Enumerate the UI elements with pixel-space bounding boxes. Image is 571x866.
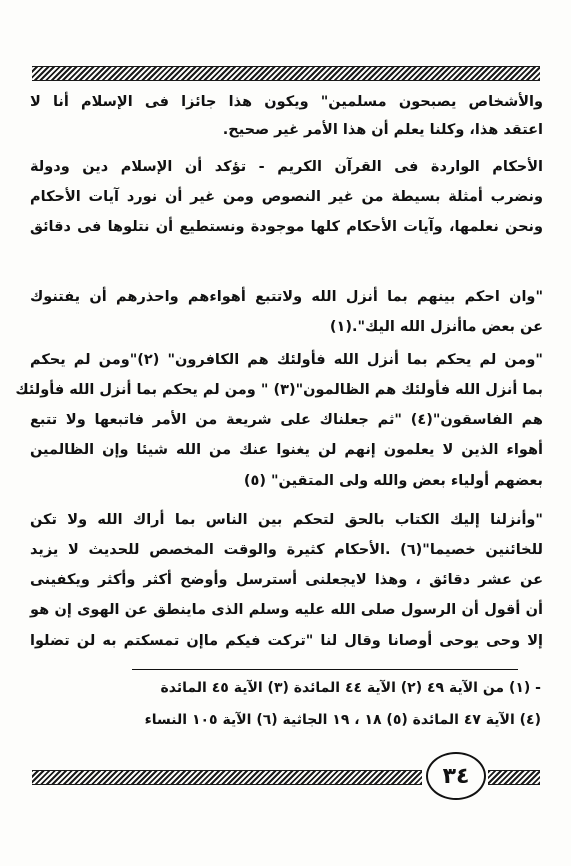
text-line: اعتقد هذا، وكلنا يعلم أن هذا الأمر غير صحيح. [222,122,543,138]
text-line: بما أنزل الله فأولئك هم الظالمون"(٣) " ومن لم يحكم بما أنزل الله فأولئك [15,382,543,398]
footnote-line: - (١) من الآية ٤٩ (٢) الآية ٤٤ المائدة (٣) الآية ٤٥ المائدة [160,680,541,696]
bottom-ornament-bar-left [32,770,422,785]
text-line: ونحن نعلمها، وآيات الأحكام كلها موجودة ونستطيع أن نتلوها فى دقائق [30,219,543,235]
text-line: إلا وحى يوحى أوصانا وقال لنا "تركت فيكم ماإن تمسكتم به لن تضلوا [30,633,543,649]
body-text [15,0,543,680]
text-line: "وان احكم بينهم بما أنزل الله ولاتتبع أهواءهم واحذرهم أن يفتنوك [30,289,543,305]
text-line: أن أقول أن الرسول صلى الله عليه وسلم الذى ماينطق عن الهوى إن هو [30,602,543,618]
footnote-line: (٤) الآية ٤٧ المائدة (٥) ١٨ ، ١٩ الجاثية (٦) الآية ١٠٥ النساء [144,712,541,728]
footnote-divider [132,669,518,670]
text-line: والأشخاص يصبحون مسلمين" ويكون هذا جائزا فى الإسلام أنا لا [30,94,543,110]
text-line: عن بعض ماأنزل الله اليك".(١) [329,319,543,335]
text-line: ونضرب أمثلة بسيطة من غير النصوص ومن غير أن نورد آيات الأحكام [30,189,543,205]
text-line: "وأنزلنا إليك الكتاب بالحق لتحكم بين الناس بما أراك الله ولا تكن [30,512,543,528]
text-line: "ومن لم يحكم بما أنزل الله فأولئك هم الكافرون" (٢)"ومن لم يحكم [30,352,543,368]
text-line: بعضهم أولياء بعض والله ولى المتقين" (٥) [243,473,543,489]
text-line: للخائنين خصيما"(٦) .الأحكام كثيرة والوقت المخصص للحديث لا يزيد [30,542,543,558]
bottom-ornament-bar-right [488,770,540,785]
text-line: أهواء الذين لا يعلمون إنهم لن يغنوا عنك من الله شيئا وإن الظالمين [30,442,543,458]
text-line: عن عشر دقائق ، وهذا لايجعلنى أسترسل وأوضح أكثر وأكثر ويكفينى [30,572,543,588]
text-line: الأحكام الواردة فى القرآن الكريم - تؤكد أن الإسلام دين ودولة [30,159,543,175]
text-line: هم الفاسقون"(٤) "ثم جعلناك على شريعة من الأمر فاتبعها ولا تتبع [30,412,543,428]
page-number: ٣٤ [426,752,486,800]
